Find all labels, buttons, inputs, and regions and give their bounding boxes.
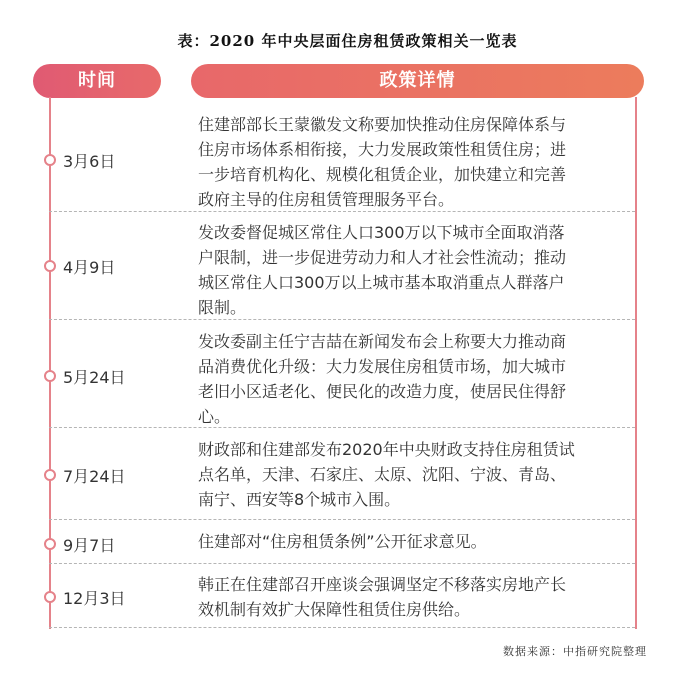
header-time: 时间 — [33, 64, 161, 98]
detail-line: 财政部和住建部发布2020年中央财政支持住房租赁试 — [198, 440, 575, 459]
detail-line: 点名单，天津、石家庄、太原、沈阳、宁波、青岛、 — [198, 465, 567, 484]
table-title: 表：2020 年中央层面住房租赁政策相关一览表 — [177, 32, 518, 50]
detail-line: 老旧小区适老化、便民化的改造力度，使居民住得舒 — [198, 382, 567, 401]
data-source: 数据来源：中指研究院整理 — [503, 645, 647, 658]
detail-line: 城区常住人口300万以上城市基本取消重点人群落户 — [198, 273, 565, 292]
header-detail: 政策详情 — [191, 64, 644, 98]
row-date: 7月24日 — [63, 467, 126, 486]
detail-line: 发改委督促城区常住人口300万以下城市全面取消落 — [198, 223, 565, 242]
table-row — [49, 428, 635, 520]
timeline-dot-icon — [44, 538, 56, 550]
row-date: 9月7日 — [63, 536, 116, 555]
detail-line: 住房市场体系相衔接，大力发展政策性租赁住房；进 — [198, 140, 567, 159]
row-detail — [198, 437, 630, 512]
detail-line: 品消费优化升级：大力发展住房租赁市场，加大城市 — [198, 357, 567, 376]
row-date: 3月6日 — [63, 152, 116, 171]
table-row — [49, 212, 635, 320]
detail-line: 韩正在住建部召开座谈会强调坚定不移落实房地产长 — [198, 575, 567, 594]
detail-line: 效机制有效扩大保障性租赁住房供给。 — [198, 600, 471, 619]
detail-line: 住建部对“住房租赁条例”公开征求意见。 — [198, 532, 487, 551]
detail-line: 发改委副主任宁吉喆在新闻发布会上称要大力推动商 — [198, 332, 567, 351]
timeline-right-line — [635, 97, 637, 629]
row-detail — [198, 572, 630, 622]
table-row — [49, 108, 635, 212]
row-detail — [198, 220, 630, 320]
timeline-dot-icon — [44, 260, 56, 272]
table-row — [49, 564, 635, 628]
detail-line: 住建部部长王蒙徽发文称要加快推动住房保障体系与 — [198, 115, 567, 134]
detail-line: 南宁、西安等8个城市入围。 — [198, 490, 401, 509]
timeline-dot-icon — [44, 591, 56, 603]
detail-line: 政府主导的住房租赁管理服务平台。 — [198, 190, 455, 209]
row-date: 12月3日 — [63, 589, 126, 608]
row-date: 5月24日 — [63, 368, 126, 387]
row-detail — [198, 329, 630, 429]
detail-line: 限制。 — [198, 298, 247, 317]
row-divider — [49, 627, 635, 628]
row-detail — [198, 112, 630, 212]
timeline-dot-icon — [44, 469, 56, 481]
timeline-dot-icon — [44, 370, 56, 382]
row-detail — [198, 529, 630, 554]
table-row — [49, 320, 635, 428]
detail-line: 一步培育机构化、规模化租赁企业，加快建立和完善 — [198, 165, 567, 184]
detail-line: 心。 — [198, 407, 231, 426]
timeline-dot-icon — [44, 154, 56, 166]
table-row — [49, 520, 635, 564]
detail-line: 户限制，进一步促进劳动力和人才社会性流动；推动 — [198, 248, 567, 267]
row-date: 4月9日 — [63, 258, 116, 277]
